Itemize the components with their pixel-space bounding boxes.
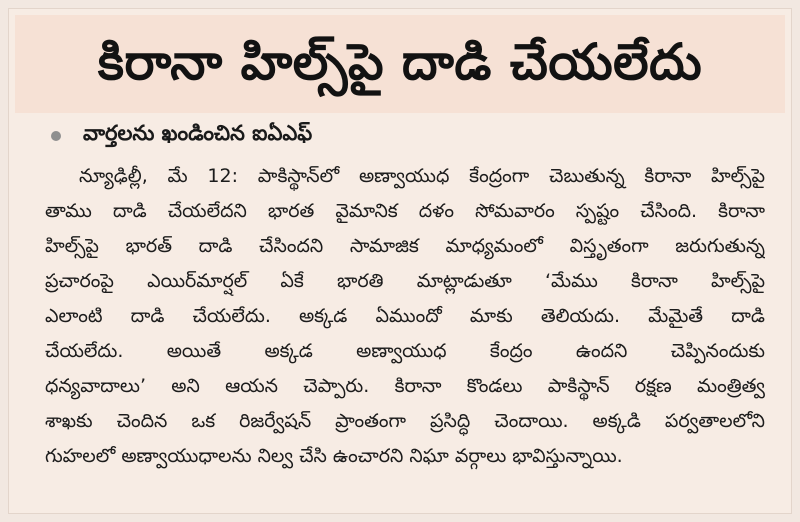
body-line: హిల్స్‌పై భారత్ దాడి చేసిందని సామాజిక మాధ్యమంలో విస్తృతంగా జరుగుతున్న [45,235,765,257]
body-line: చేయలేదు. అయితే అక్కడ అణ్వాయుధ కేంద్రం ఉందని చెప్పినందుకు [45,340,765,362]
subheadline: వార్తలను ఖండించిన ఐఏఎఫ్ [83,121,313,145]
article-body [45,159,765,474]
body-line: ప్రచారంపై ఎయిర్‌మార్షల్ ఏకే భారతి మాట్లాడుతూ ‘మేము కిరానా హిల్స్‌పై [45,270,765,292]
body-line: ధన్యవాదాలు’ అని ఆయన చెప్పారు. కిరానా కొండలు పాకిస్థాన్ రక్షణ మంత్రిత్వ [45,375,765,397]
body-line: ఎలాంటి దాడి చేయలేదు. అక్కడ ఏముందో మాకు తెలియదు. మేమైతే దాడి [45,305,765,327]
headline: కిరానా హిల్స్‌పై దాడి చేయలేదు [97,33,703,91]
body-line: శాఖకు చెందిన ఒక రిజర్వేషన్ ప్రాంతంగా ప్రసిద్ధి చెందాయి. అక్కడి పర్వతాలలోని [45,410,765,432]
bullet-dot-icon [51,131,61,141]
body-line: గుహలలో అణ్వాయుధాలను నిల్వ చేసి ఉంచారని నిఘా వర్గాలు భావిస్తున్నాయి. [45,445,623,467]
body-line: న్యూఢిల్లీ, మే 12: పాకిస్థాన్‌లో అణ్వాయుధ కేంద్రంగా చెబుతున్న కిరానా హిల్స్‌పై [79,165,765,187]
subheadline-row [51,121,312,151]
body-line: తాము దాడి చేయలేదని భారత వైమానిక దళం సోమవారం స్పష్టం చేసింది. కిరానా [45,200,765,222]
headline-band [15,15,785,113]
news-clipping [8,8,792,514]
